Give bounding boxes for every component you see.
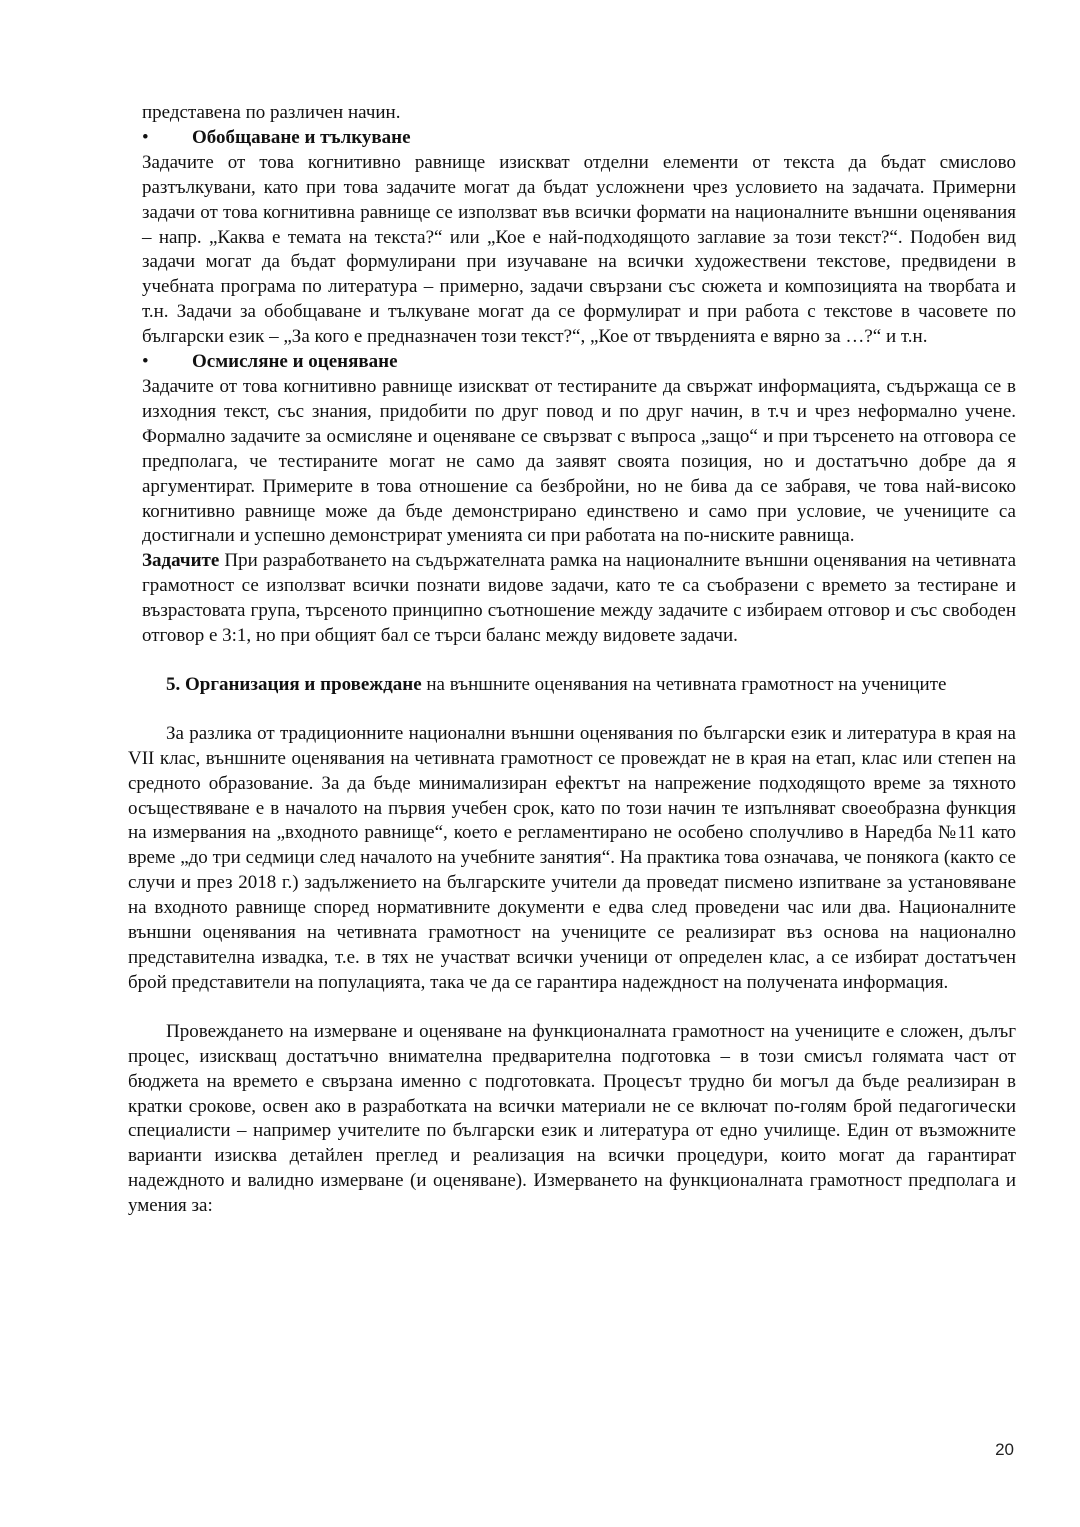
tasks-text: При разработването на съдържателната рамка на националните външни оценявания на четивната грамотност се използват всички познати видове задачи, като те са съобразени с времето за тестиране и възрастовата група, търсеното принципно съотношение между задачите с избираем отговор и със свободен отговор е 3:1, но при общият бал се търси баланс между видовете задачи. — [142, 550, 1016, 647]
bullet-heading: Обобщаване и тълкуване — [192, 126, 411, 148]
tasks-lead: Задачите — [142, 550, 220, 572]
bullet-heading: Осмисляне и оценяване — [192, 351, 398, 373]
paragraph-summarize: Задачите от това когнитивно равнище изискват отделни елементи от текста да бъдат смислово разтълкувани, като при това задачите могат да бъдат усложнени чрез условието на задачата. Примерни задачи от това когнитивна равнище се използват във всички формати на националните външни оценявания – напр. „Каква е темата на текста?“ или „Кое е най-подходящото заглавие за този текст?“. Подобен вид задачи могат да бъдат формулирани при изучаване на всички художествени текстове, предвидени в учебната програма по литература – примерно, задачи свързани със сюжета и композицията на творбата и т.н. Задачи за обобщаване и тълкуване могат да се формулират и при работа с текстове в часовете по български език – „За кого е предназначен този текст?“, „Кое от твърденията е вярно за …?“ и т.н. — [142, 151, 1016, 348]
spacer — [142, 698, 1016, 722]
paragraph-continuation: представена по различен начин. — [142, 102, 401, 123]
paragraph-evaluate: Задачите от това когнитивно равнище изискват от тестираните да свържат информацията, съдържаща се в изходния текст, със знания, придобити по друг повод и по друг начин, в т.ч и чрез неформално учене. Формално задачите за осмисляне и оценяване се свързват с въпроса „защо“ и при търсенето на отговора се предполага, че тестираните могат не само да заявят своята позиция, но и достатъчно добре да я аргументират. Примерите в това отношение са безбройни, но не бива да се забравя, че това най-високо когнитивно равнище може да бъде демонстрирано единствено и само при условие, че учениците са достигнали и успешно демонстрират уменията си при работата на по-ниските равнища. — [142, 375, 1016, 547]
paragraph-organization: За разлика от традиционните национални външни оценявания по български език и литература в края на VII клас, външните оценявания на четивната грамотност се провеждат не в края на етап, клас или степен на средното образование. За да бъде минимализиран ефектът на напрежение подходящото време за тяхното осъществяване е в началото на първия учебен срок, като по този начин те изпълняват своеобразна функция на измервания на „входното равнище“, което е регламентирано не особено сполучливо в Наредба №11 като време „до три седмици след началото на учебните занятия“. На практика това означава, че понякога (както се случи и през 2018 г.) задължението на българските учители да проведат писмено изпитване за установяване на входното равнище според нормативните документи е едва след проведени час или два. Националните външни оценявания на четивната грамотност на учениците се реализират въз основа на национално представителна извадка, т.е. в тях не участват всички ученици от определен клас, а се избират достатъчен брой представители на популацията, така че да се гарантира надеждност на получената информация. — [128, 722, 1016, 993]
spacer — [142, 649, 1016, 673]
bullet-summarize — [142, 126, 1016, 151]
paragraph-tasks — [142, 549, 1016, 649]
bullet-dot-icon: • — [142, 126, 149, 148]
section-heading-5 — [128, 673, 1016, 698]
bullet-evaluate — [142, 350, 1016, 375]
spacer — [142, 996, 1016, 1020]
page-number: 20 — [995, 1440, 1014, 1459]
document-body — [128, 101, 1016, 1219]
paragraph-conduct: Провеждането на измерване и оценяване на функционалната грамотност на учениците е сложен, дълъг процес, изискващ достатъчно внимателна предварителна подготовка – в този смисъл голямата част от бюджета на времето е свързана именно с подготовката. Процесът трудно би могъл да бъде реализиран в кратки срокове, освен ако в разработката на всички материали не се включат по-голям брой педагогически специалисти – например учителите по български език и литература от едно училище. Един от възможните варианти изисква детайлен преглед и реализация на всички процедури, които могат да гарантират надеждното и валидно измерване (и оценяване). Измерването на функционалната грамотност предполага и умения за: — [128, 1020, 1016, 1217]
section-title: 5. Организация и провеждане — [166, 673, 422, 695]
bullet-dot-icon: • — [142, 351, 149, 373]
section-title-rest: на външните оценявания на четивната грамотност на учениците — [421, 673, 947, 695]
